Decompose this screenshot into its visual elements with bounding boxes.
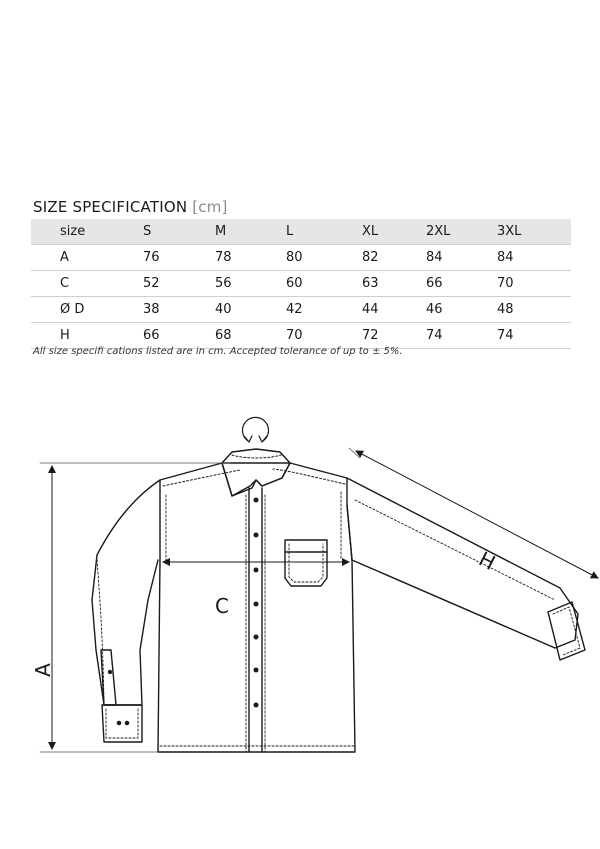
header-3xl: 3XL xyxy=(497,219,571,245)
table-cell: 42 xyxy=(286,297,362,323)
table-cell: 66 xyxy=(426,271,497,297)
table-cell: 38 xyxy=(143,297,215,323)
table-cell: 82 xyxy=(362,245,426,271)
row-label: A xyxy=(31,245,143,271)
table-cell: 66 xyxy=(143,323,215,349)
header-xl: XL xyxy=(362,219,426,245)
title-text: SIZE SPECIFICATION xyxy=(33,198,188,216)
table-cell: 80 xyxy=(286,245,362,271)
label-a: A xyxy=(31,663,55,677)
header-size: size xyxy=(31,219,143,245)
table-cell: 44 xyxy=(362,297,426,323)
collar-circle-icon xyxy=(242,417,268,442)
table-cell: 84 xyxy=(497,245,571,271)
tolerance-note: All size specifi cations listed are in cm. Accepted tolerance of up to ± 5%. xyxy=(33,346,403,357)
size-spec-title xyxy=(33,198,228,216)
table-cell: 46 xyxy=(426,297,497,323)
dimension-a xyxy=(40,463,230,752)
table-row xyxy=(31,271,571,297)
table-cell: 70 xyxy=(286,323,362,349)
table-cell: 74 xyxy=(497,323,571,349)
table-cell: 63 xyxy=(362,271,426,297)
table-cell: 74 xyxy=(426,323,497,349)
table-cell: 70 xyxy=(497,271,571,297)
table-cell: 68 xyxy=(215,323,286,349)
table-cell: 72 xyxy=(362,323,426,349)
table-row xyxy=(31,297,571,323)
table-cell: 48 xyxy=(497,297,571,323)
dimension-h xyxy=(349,448,598,578)
header-m: M xyxy=(215,219,286,245)
table-header-row xyxy=(31,219,571,245)
size-table xyxy=(31,219,571,349)
table-cell: 56 xyxy=(215,271,286,297)
table-cell: 60 xyxy=(286,271,362,297)
header-2xl: 2XL xyxy=(426,219,497,245)
row-label: Ø D xyxy=(31,297,143,323)
table-cell: 40 xyxy=(215,297,286,323)
header-l: L xyxy=(286,219,362,245)
header-s: S xyxy=(143,219,215,245)
title-unit: [cm] xyxy=(192,198,228,216)
label-c: C xyxy=(215,594,229,618)
table-cell: 76 xyxy=(143,245,215,271)
row-label: H xyxy=(31,323,143,349)
table-cell: 84 xyxy=(426,245,497,271)
table-cell: 52 xyxy=(143,271,215,297)
shirt-outline xyxy=(158,449,355,752)
left-sleeve xyxy=(92,480,160,742)
shirt-diagram xyxy=(0,400,600,849)
label-h: H xyxy=(475,546,500,575)
table-row xyxy=(31,323,571,349)
right-sleeve xyxy=(347,478,585,660)
table-cell: 78 xyxy=(215,245,286,271)
table-row xyxy=(31,245,571,271)
row-label: C xyxy=(31,271,143,297)
